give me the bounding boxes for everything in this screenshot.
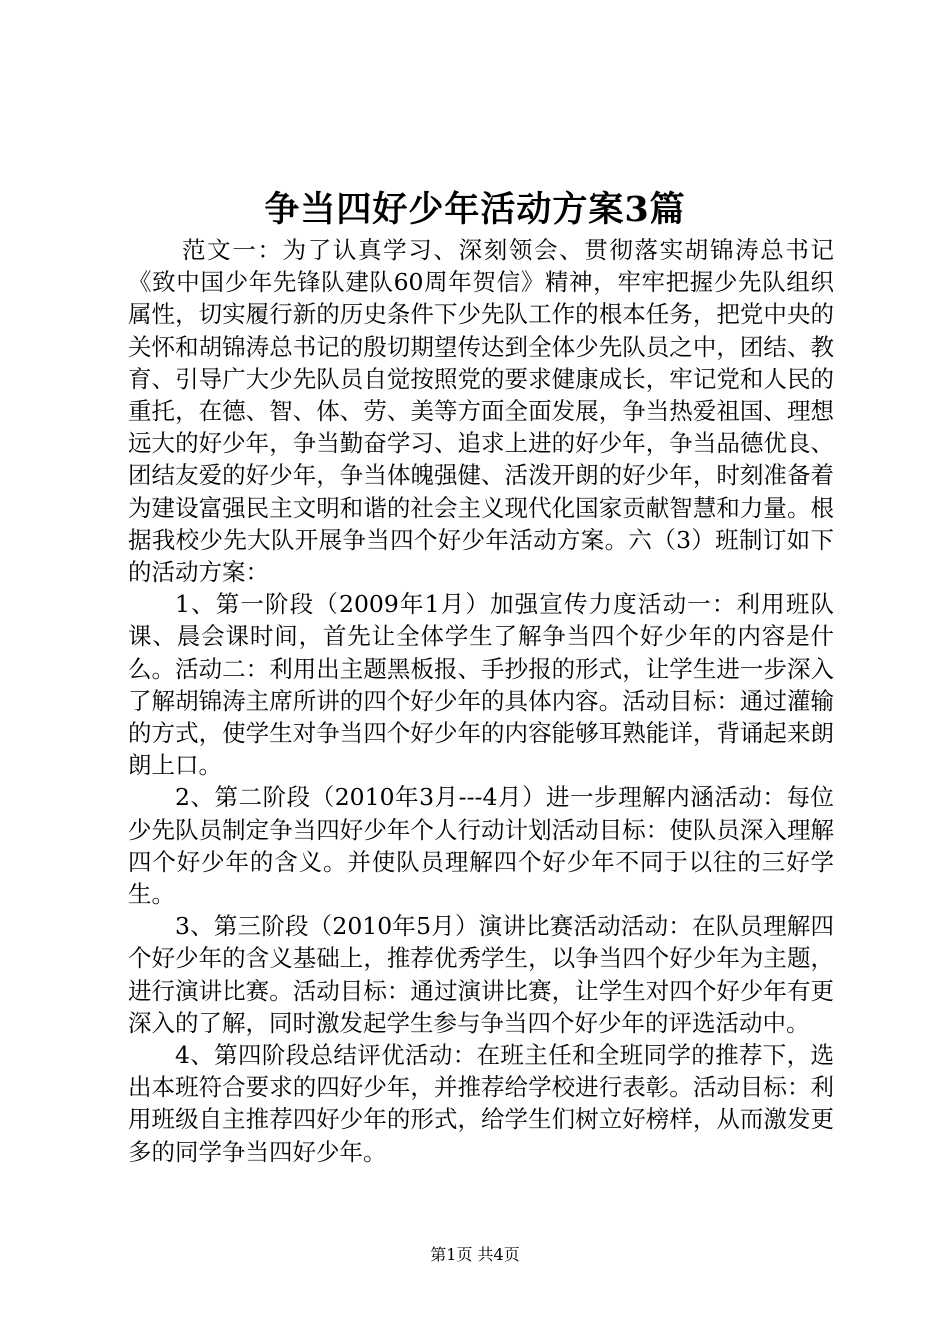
document-title: 争当四好少年活动方案3篇 bbox=[264, 189, 686, 230]
paragraph-intro: 范文一：为了认真学习、深刻领会、贯彻落实胡锦涛总书记《致中国少年先锋队建队60周年贺信》精神，牢牢把握少先队组织属性，切实履行新的历史条件下少先队工作的根本任务，把党中央的关怀和胡锦涛总书记的殷切期望传达到全体少先队员之中，团结、教育、引导广大少先队员自觉按照党的要求健康成长，牢记党和人民的重托，在德、智、体、劳、美等方面全面发展，争当热爱祖国、理想远大的好少年，争当勤奋学习、追求上进的好少年，争当品德优良、团结友爱的好少年，争当体魄强健、活泼开朗的好少年，时刻准备着为建设富强民主文明和谐的社会主义现代化国家贡献智慧和力量。根据我校少先大队开展争当四个好少年活动方案。六（3）班制订如下的活动方案： bbox=[128, 236, 834, 587]
paragraph-stage-3: 3、第三阶段（2010年5月）演讲比赛活动活动：在队员理解四个好少年的含义基础上，推荐优秀学生，以争当四个好少年为主题，进行演讲比赛。活动目标：通过演讲比赛，让学生对四个好少年有更深入的了解，同时激发起学生参与争当四个好少年的评选活动中。 bbox=[128, 912, 834, 1037]
paragraph-stage-4: 4、第四阶段总结评优活动：在班主任和全班同学的推荐下，选出本班符合要求的四好少年，并推荐给学校进行表彰。活动目标：利用班级自主推荐四好少年的形式，给学生们树立好榜样，从而激发更多的同学争当四好少年。 bbox=[128, 1041, 834, 1166]
page-number-footer: 第1页 共4页 bbox=[430, 1245, 520, 1264]
document-body bbox=[128, 234, 834, 1168]
paragraph-stage-1: 1、第一阶段（2009年1月）加强宣传力度活动一：利用班队课、晨会课时间，首先让全体学生了解争当四个好少年的内容是什么。活动二：利用出主题黑板报、手抄报的形式，让学生进一步深入了解胡锦涛主席所讲的四个好少年的具体内容。活动目标：通过灌输的方式，使学生对争当四个好少年的内容能够耳熟能详，背诵起来朗朗上口。 bbox=[128, 590, 834, 780]
paragraph-stage-2: 2、第二阶段（2010年3月---4月）进一步理解内涵活动：每位少先队员制定争当四好少年个人行动计划活动目标：使队员深入理解四个好少年的含义。并使队员理解四个好少年不同于以往的三好学生。 bbox=[128, 783, 834, 909]
